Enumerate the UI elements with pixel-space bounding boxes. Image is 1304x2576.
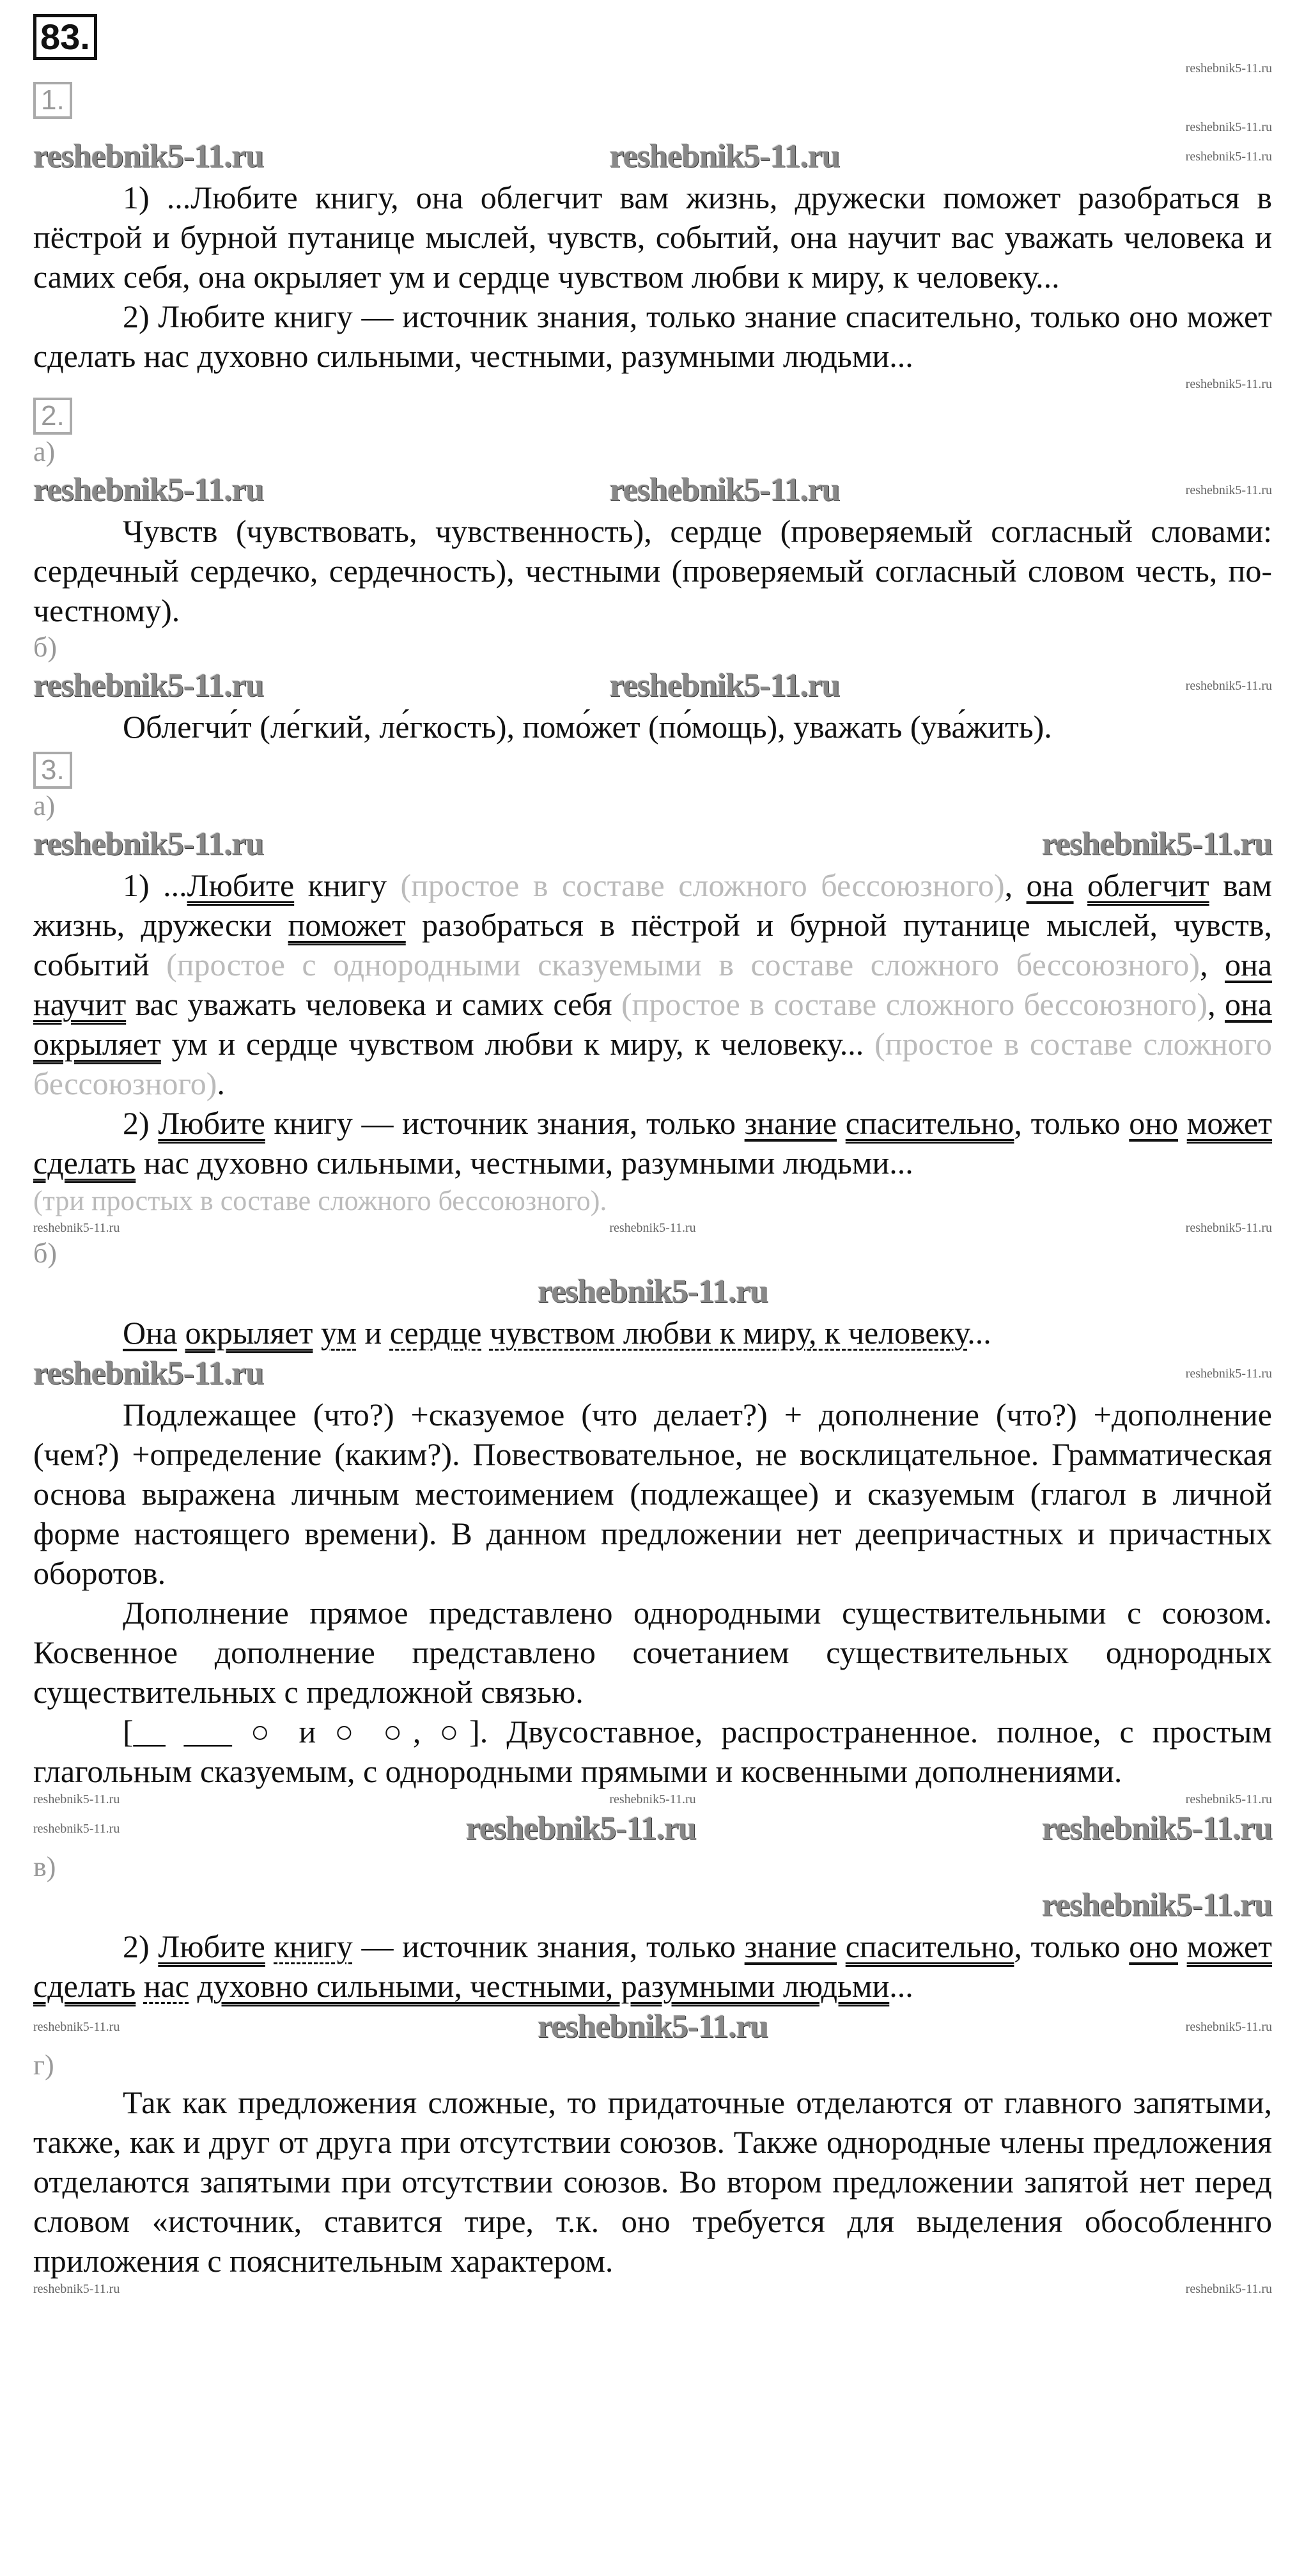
text-segment: Чувств (чувствовать, чувственность), сердце (проверяемый согласный словами: сердечный сердечко, сердечность), честными (проверяемый согласный словом честь, по-честному).: [33, 513, 1272, 628]
part-3b-sentence: [33, 1313, 1272, 1353]
paragraph: [33, 1593, 1272, 1712]
text-segment: книгу: [294, 867, 401, 903]
text-segment: ,: [1207, 986, 1225, 1022]
predicate-text: облегчит: [1087, 867, 1209, 903]
subject-text: оно: [1129, 1928, 1179, 1964]
paragraph: [33, 178, 1272, 297]
watermark-small: reshebnik5-11.ru: [1185, 120, 1272, 134]
annotation-text: (простое в составе сложного бессоюзного): [400, 867, 1005, 903]
paragraph: [33, 707, 1272, 747]
text-segment: ...: [967, 1315, 991, 1351]
watermark-small: reshebnik5-11.ru: [33, 2020, 120, 2034]
text-segment: 1) ...: [123, 867, 187, 903]
label-b: б): [33, 1238, 58, 1269]
watermark-small: reshebnik5-11.ru: [33, 1221, 120, 1235]
object-text: чувством любви к миру, к человеку: [489, 1315, 968, 1351]
part-3b-analysis: [33, 1395, 1272, 1791]
text-segment: Дополнение прямое представлено однородными существительными с союзом. Косвенное дополнение представлено сочетанием существительных однородных существительных с предложной связью.: [33, 1595, 1272, 1710]
paragraph: [33, 1313, 1272, 1353]
paragraph: [33, 1395, 1272, 1593]
object-text: нас: [143, 1968, 189, 2004]
text-segment: [313, 1315, 321, 1351]
subject-text: Она: [123, 1315, 178, 1351]
text-segment: нас духовно сильными, честными, разумными людьми...: [136, 1145, 913, 1181]
watermark: reshebnik5-11.ru: [537, 1273, 768, 1310]
text-segment: книгу — источник знания, только: [265, 1105, 745, 1141]
watermark: reshebnik5-11.ru: [609, 138, 840, 175]
paragraph: [33, 511, 1272, 630]
text-segment: — источник знания, только: [352, 1928, 745, 1964]
paragraph: [33, 1712, 1272, 1791]
predicate-text: Любите: [187, 867, 295, 903]
watermark-small: reshebnik5-11.ru: [1185, 1367, 1272, 1381]
text-segment: вас уважать человека и самих себя: [126, 986, 622, 1022]
watermark: reshebnik5-11.ru: [537, 2008, 768, 2045]
predicate-text: спасительно: [845, 1105, 1014, 1141]
subject-text: знание: [744, 1105, 837, 1141]
watermark-small: reshebnik5-11.ru: [1185, 679, 1272, 693]
text-segment: , только: [1014, 1928, 1129, 1964]
watermark-small: reshebnik5-11.ru: [1185, 150, 1272, 164]
watermark-small: reshebnik5-11.ru: [1185, 2282, 1272, 2296]
watermark-small: reshebnik5-11.ru: [609, 1792, 696, 1806]
part-2a-text: [33, 511, 1272, 630]
section-2-marker: 2.: [33, 398, 72, 435]
text-segment: [1074, 867, 1088, 903]
subject-text: она: [1225, 986, 1273, 1022]
predicate-text: Любите: [158, 1928, 265, 1964]
paragraph: [33, 1103, 1272, 1183]
label-v: в): [33, 1851, 56, 1882]
subject-text: она: [1026, 867, 1074, 903]
watermark-small: reshebnik5-11.ru: [1185, 2020, 1272, 2034]
text-segment: ,: [1200, 947, 1225, 982]
part-3a-note: (три простых в составе сложного бессоюзного).: [33, 1185, 607, 1216]
watermark-small: reshebnik5-11.ru: [1185, 1221, 1272, 1235]
label-a: а): [33, 790, 56, 821]
label-b: б): [33, 632, 58, 663]
part-3g-text: [33, 2083, 1272, 2281]
annotation-text: (простое в составе сложного бессоюзного): [621, 986, 1208, 1022]
watermark: reshebnik5-11.ru: [465, 1810, 696, 1847]
text-segment: [837, 1928, 846, 1964]
part-3v-text: [33, 1927, 1272, 2006]
part-1-text: [33, 178, 1272, 376]
text-segment: ум и сердце чувством любви к миру, к человеку...: [160, 1026, 875, 1062]
predicate-text: может сделать: [33, 1928, 1272, 2004]
watermark: reshebnik5-11.ru: [1041, 826, 1272, 862]
watermark-small: reshebnik5-11.ru: [33, 1792, 120, 1806]
predicate-text: окрыляет: [33, 1026, 161, 1062]
watermark: reshebnik5-11.ru: [33, 138, 264, 175]
watermark-small: reshebnik5-11.ru: [33, 1822, 120, 1836]
watermark-small: reshebnik5-11.ru: [609, 1221, 696, 1235]
paragraph: [33, 297, 1272, 376]
paragraph: [33, 2083, 1272, 2281]
watermark-small: reshebnik5-11.ru: [33, 2282, 120, 2296]
part-2b-text: [33, 707, 1272, 747]
watermark-small: reshebnik5-11.ru: [1185, 483, 1272, 497]
predicate-text: спасительно: [845, 1928, 1014, 1964]
predicate-text: поможет: [288, 907, 406, 943]
exercise-number: 83.: [33, 14, 97, 60]
object-text: сердце: [389, 1315, 482, 1351]
watermark: reshebnik5-11.ru: [33, 667, 264, 704]
text-segment: [265, 1928, 274, 1964]
predicate-text: окрыляет: [185, 1315, 313, 1351]
watermark: reshebnik5-11.ru: [33, 472, 264, 508]
text-segment: [__ ___ ○ и ○ ○, ○]. Двусоставное, распространенное. полное, с простым глагольным сказуемым, с однородными прямыми и косвенными дополнениями.: [33, 1714, 1272, 1789]
watermark: reshebnik5-11.ru: [33, 1355, 264, 1392]
object-text: книгу: [274, 1928, 353, 1964]
text-segment: вам жизнь, дружески: [33, 867, 1272, 943]
text-segment: ...: [889, 1968, 913, 2004]
subject-text: знание: [744, 1928, 837, 1964]
watermark: reshebnik5-11.ru: [1041, 1810, 1272, 1847]
text-segment: и: [356, 1315, 390, 1351]
watermark-small: reshebnik5-11.ru: [1185, 377, 1272, 391]
subject-text: она: [1225, 947, 1273, 982]
text-segment: 1) ...Любите книгу, она облегчит вам жизнь, дружески поможет разобраться в пёстрой и бурной путанице мыслей, чувств, событий, она научит вас уважать человека и самих себя, она окрыляет ум и сердце чувством любви к миру, к человеку...: [33, 180, 1272, 295]
text-segment: 2) Любите книгу — источник знания, только знание спасительно, только оно может сделать нас духовно сильными, честными, разумными людьми...: [33, 299, 1272, 374]
text-segment: Подлежащее (что?) +сказуемое (что делает?) + дополнение (что?) +дополнение (чем?) +определение (каким?). Повествовательное, не восклицательное. Грамматическая основа выражена личным местоимением (подлежащее) и сказуемым (глагол в личной форме настоящего времени). В данном предложении нет деепричастных и причастных оборотов.: [33, 1397, 1272, 1591]
text-segment: [837, 1105, 846, 1141]
subject-text: оно: [1129, 1105, 1179, 1141]
label-g: г): [33, 2049, 54, 2081]
part-3a-text: [33, 865, 1272, 1183]
predicate-text: может сделать: [33, 1105, 1273, 1181]
text-segment: разобраться в пёстрой и бурной путанице мыслей, чувств, событий: [33, 907, 1272, 982]
watermark-small: reshebnik5-11.ru: [1185, 1792, 1272, 1806]
annotation-text: (простое в составе сложного бессоюзного): [33, 1026, 1272, 1101]
predicate-text: Любите: [158, 1105, 265, 1141]
text-segment: .: [217, 1066, 225, 1101]
object-text: ум: [320, 1315, 357, 1351]
text-segment: [481, 1315, 490, 1351]
paragraph: [33, 865, 1272, 1103]
text-segment: [1178, 1928, 1187, 1964]
text-segment: , только: [1014, 1105, 1129, 1141]
text-segment: 2): [123, 1928, 159, 1964]
text-segment: [177, 1315, 185, 1351]
text-segment: 2): [123, 1105, 159, 1141]
text-segment: [189, 1968, 198, 2004]
watermark: reshebnik5-11.ru: [609, 667, 840, 704]
predicate-text: научит: [33, 986, 127, 1022]
annotation-text: (простое с однородными сказуемыми в составе сложного бессоюзного): [166, 947, 1200, 982]
watermark-small: reshebnik5-11.ru: [1185, 61, 1272, 75]
watermark: reshebnik5-11.ru: [33, 826, 264, 862]
paragraph: [33, 1927, 1272, 2006]
text-segment: [1178, 1105, 1187, 1141]
section-1-marker: 1.: [33, 82, 72, 119]
watermark: reshebnik5-11.ru: [1041, 1887, 1272, 1923]
predicate-text: духовно сильными, честными, разумными людьми: [197, 1968, 890, 2004]
section-3-marker: 3.: [33, 752, 72, 789]
text-segment: ,: [1004, 867, 1027, 903]
text-segment: Облегчи́т (ле́гкий, ле́гкость), помо́жет (по́мощь), уважать (ува́жить).: [123, 709, 1052, 745]
watermark: reshebnik5-11.ru: [609, 472, 840, 508]
text-segment: [136, 1968, 144, 2004]
text-segment: Так как предложения сложные, то придаточные отделаются от главного запятыми, также, как и друг от друга при отсутствии союзов. Также однородные члены предложения отделаются запятыми при отсутствии союзов. Во втором предложении запятой нет перед словом «источник, ставится тире, т.к. оно требуется для выделения обособленнго приложения с пояснительным характером.: [33, 2084, 1272, 2279]
label-a: а): [33, 436, 56, 467]
